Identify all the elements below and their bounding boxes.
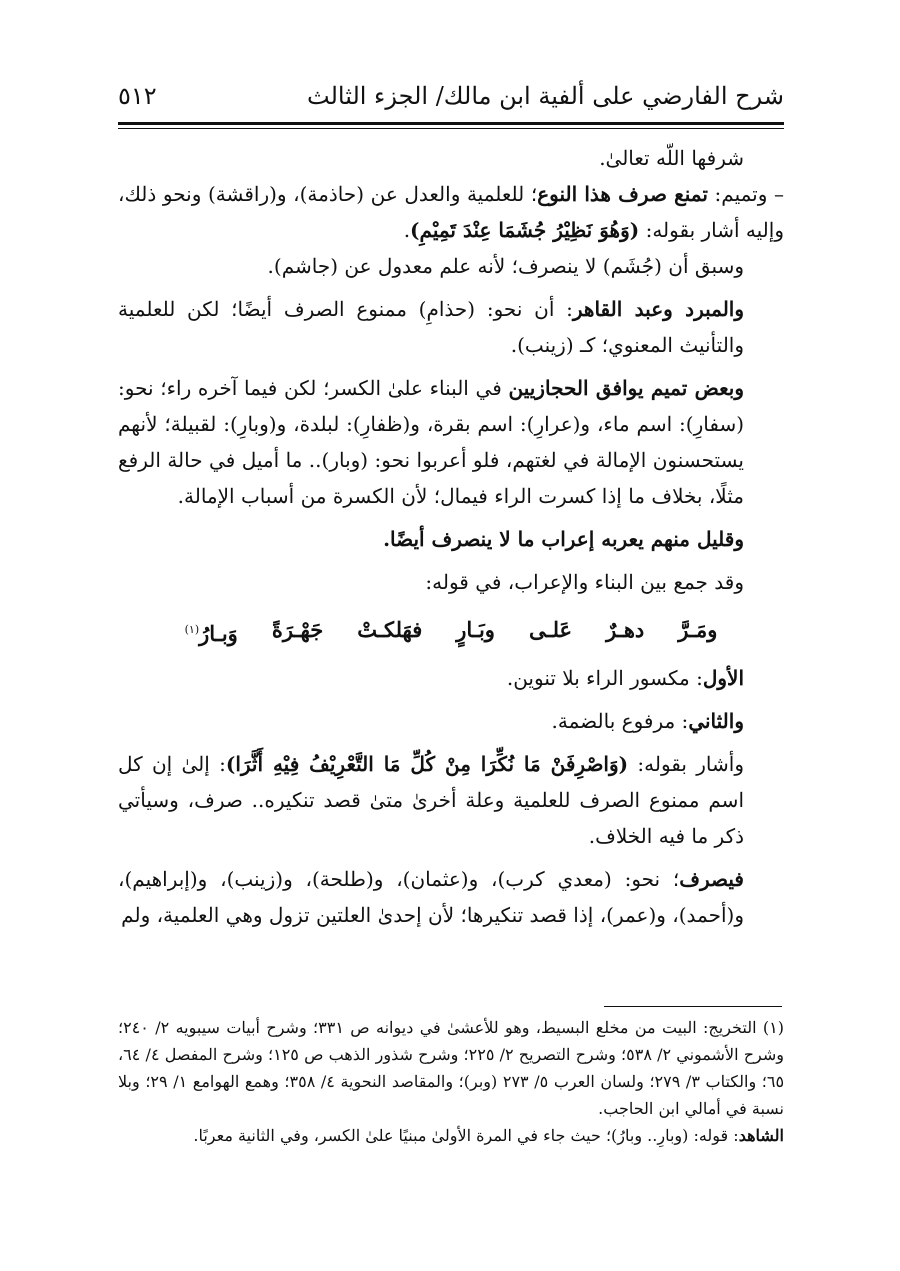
bold-phrase: وبعض تميم يوافق الحجازيين — [508, 376, 744, 400]
footnote-citation: (١) التخريج: البيت من مخلع البسيط، وهو للأعشىٰ في ديوانه ص ٣٣١؛ وشرح أبيات سيبويه ٢/ ٢٤٠؛ وشرح الأشموني ٢/ ٥٣٨؛ وشرح التصريح ٢/ ٢٢٥؛ وشرح شذور الذهب ص ١٢٥؛ وشرح المفصل ٤/ ٦٤، ٦٥؛ والكتاب ٣/ ٢٧٩؛ ولسان العرب ٥/ ٢٧٣ (وبر)؛ والمقاصد النحوية ٤/ ٣٥٨؛ وهمع الهوامع ١/ ٢٩؛ وبلا نسبة في أمالي ابن الحاجب. — [118, 1018, 785, 1118]
poetry-verse — [118, 610, 784, 654]
paragraph — [118, 861, 784, 933]
verse-word-last — [185, 610, 238, 654]
paragraph — [118, 291, 784, 363]
paragraph — [118, 746, 784, 854]
text-run: : قوله: (وبارِ.. وبارُ)؛ حيث جاء في المرة الأولىٰ مبنيًا علىٰ الكسر، وفي الثانية معربًا. — [193, 1126, 739, 1145]
verse-word: فهَلكـتْ — [357, 617, 423, 642]
running-title: شرح الفارضي على ألفية ابن مالك/ الجزء الثالث — [307, 82, 784, 110]
page-number: ٥١٢ — [118, 82, 157, 110]
list-dash-lead: – وتميم: — [707, 182, 784, 206]
paragraph: وقليل منهم يعربه إعراب ما لا ينصرف أيضًا. — [383, 527, 744, 551]
paragraph: وسبق أن (جُشَم) لا ينصرف؛ لأنه علم معدول عن (جاشم). — [267, 254, 744, 278]
text-run: وأشار بقوله: — [628, 752, 744, 776]
verse-word: وَبـارُ — [199, 621, 238, 646]
verse-word: جَهْـرَةً — [271, 617, 324, 642]
text-run: : إلىٰ إن كل اسم ممنوع الصرف للعلمية وعلة أخرىٰ متىٰ قصد تنكيره.. صرف، وسيأتي ذكر ما فيه الخلاف. — [118, 752, 744, 848]
bold-phrase: فيصرف — [679, 867, 744, 891]
verse-word: عَلـى — [528, 617, 573, 642]
text-run: : مكسور الراء بلا تنوين. — [506, 666, 703, 690]
shahid-label: الشاهد — [738, 1126, 784, 1145]
verse-word: دهـرٌ — [606, 617, 645, 642]
paragraph: شرفها اللّه تعالىٰ. — [599, 146, 744, 170]
text-run: . — [403, 218, 411, 242]
text-run: : مرفوع بالضمة. — [551, 709, 689, 733]
text-run: ؛ نحو: (معدي كرب)، و(عثمان)، و(طلحة)، و(زينب)، و(إبراهيم)، و(أحمد)، و(عمر)، إذا قصد تنكيرها؛ لأن إحدىٰ العلتين تزول وهي العلمية، ولم — [118, 867, 744, 927]
running-header — [118, 70, 784, 122]
footnote-shahid — [118, 1122, 784, 1149]
verse-word: وبَـارٍ — [456, 617, 495, 642]
footnote-separator — [604, 1006, 782, 1007]
quran-verse-quote: (وَهُوَ نَظِيْرُ جُشَمَا عِنْدَ تَمِيْمِ) — [410, 218, 640, 242]
alfiyya-verse-quote: (وَاصْرِفَنْ مَا نُكِّرَا مِنْ كُلِّ مَا التَّعْرِيْفُ فِيْهِ أَثَّرَا) — [225, 752, 629, 776]
bold-phrase: الأول — [702, 666, 744, 690]
text-run: في البناء علىٰ الكسر؛ لكن فيما آخره راء؛ نحو: (سفارِ): اسم ماء، و(عرارِ): اسم بقرة، و(ظفارِ): لبلدة، و(وبارِ): لقبيلة؛ لأنهم يستحسنون الإمالة في لغتهم، فلو أعربوا نحو: (وبار).. ما أميل في حالة الرفع مثلًا، بخلاف ما إذا كسرت الراء فيمال؛ لأن الكسرة من أسباب الإمالة. — [118, 376, 744, 508]
paragraph — [118, 660, 784, 696]
header-rule-thin — [118, 128, 784, 129]
paragraph — [118, 703, 784, 739]
bold-phrase: تمنع صرف هذا النوع — [537, 182, 708, 206]
paragraph — [118, 176, 784, 248]
paragraph: وقد جمع بين البناء والإعراب، في قوله: — [425, 570, 744, 594]
header-rule-thick — [118, 122, 784, 125]
footnote-marker: (١) — [184, 623, 200, 636]
bold-phrase: والثاني — [688, 709, 744, 733]
paragraph — [118, 370, 784, 514]
text-run: : أن نحو: (حذامِ) ممنوع الصرف أيضًا؛ لكن للعلمية والتأنيث المعنوي؛ كـ (زينب). — [118, 297, 744, 357]
footnote — [118, 1014, 784, 1149]
bold-phrase: والمبرد وعبد القاهر — [572, 297, 745, 321]
main-text — [118, 140, 784, 933]
verse-word: ومَـرَّ — [678, 617, 718, 642]
text-run: ؛ للعلمية والعدل عن (حاذمة)، و(راقشة) ونحو ذلك، وإليه أشار بقوله: — [118, 182, 784, 242]
